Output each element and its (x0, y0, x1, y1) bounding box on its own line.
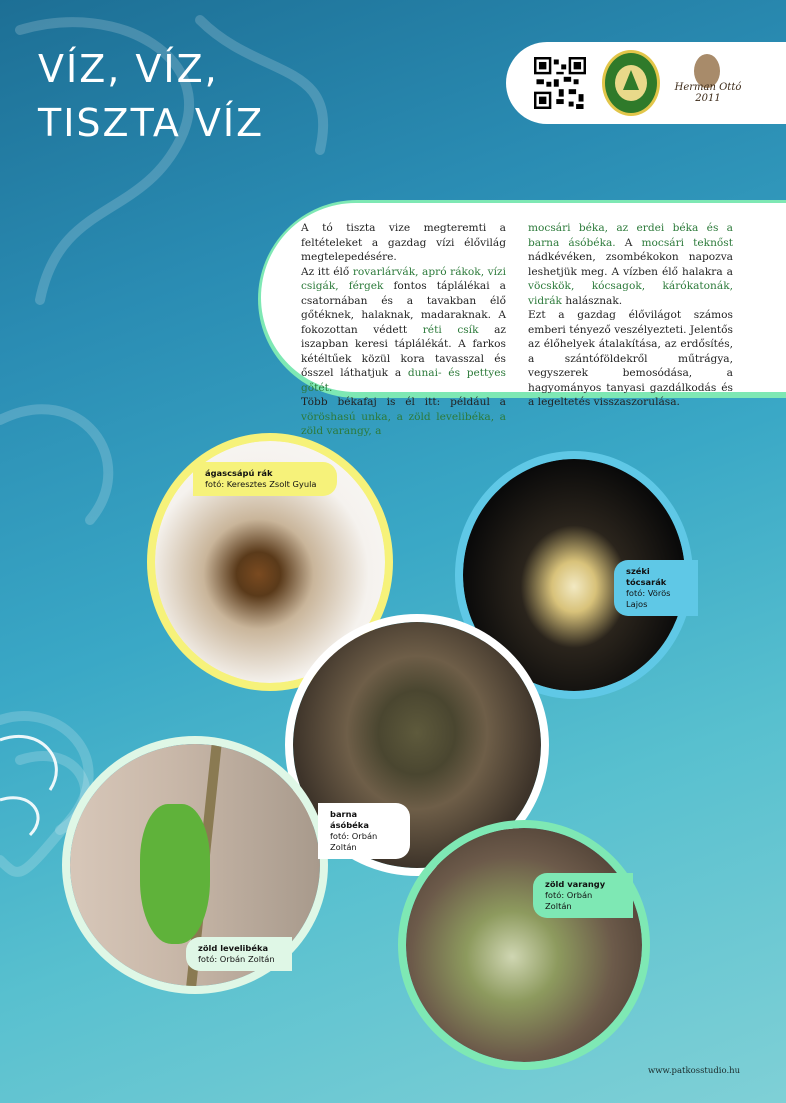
photo-zold-varangy (398, 820, 650, 1070)
paragraph-food: Az itt élő rovarlárvák, apró rákok, vízi csigák, férgek fontos táplálékai a csatornában és a tavakban élő gőtéknek, halaknak, madaraknak. A fokozottan védett réti csík az iszapban keresi táplálékát. A farkos kétéltűek közül kora tavasszal és ősszel láthatjuk a dunai- és pettyes gőtét. (301, 265, 506, 394)
title-line-1: VÍZ, VÍZ, (38, 47, 219, 91)
text-panel (258, 200, 786, 437)
caption-name: barna ásóbéka (330, 809, 369, 830)
herman-otto-logo (672, 52, 744, 114)
logo-bar (506, 42, 786, 124)
caption-barna-asobeka (318, 803, 410, 859)
caption-szeki-tocsarak (614, 560, 698, 616)
text-column-2 (528, 221, 733, 410)
caption-name: zöld levelibéka (198, 943, 269, 953)
national-park-logo (602, 50, 660, 116)
caption-name: zöld varangy (545, 879, 606, 889)
paragraph-frogs-cont: mocsári béka, az erdei béka és a barna ásóbéka. A mocsári teknőst nádkévéken, zsombékokon napozva leshetjük meg. A vízben élő halakra a vöcskök, kócsagok, kárókatonák, vidrák halásznak. (528, 222, 733, 307)
website-link[interactable]: www.patkosstudio.hu (648, 1066, 741, 1076)
page-title (38, 42, 264, 150)
paragraph-frogs: Több békafaj is él itt: például a vöröshasú unka, a zöld levelibéka, a zöld varangy, a (301, 396, 506, 437)
caption-credit: fotó: Orbán Zoltán (198, 954, 275, 964)
caption-credit: fotó: Keresztes Zsolt Gyula (205, 479, 317, 489)
qr-code-icon[interactable] (534, 57, 586, 109)
caption-credit: fotó: Orbán Zoltán (330, 831, 378, 852)
caption-zold-varangy (533, 873, 633, 918)
caption-name: széki tócsarák (626, 566, 667, 587)
paragraph-threats: Ezt a gazdag élővilágot számos emberi tényező veszélyezteti. Jelentős az élőhelyek átalakítása, az erdősítés, a szántóföldekről műtrágya, vegyszerek bemosódása, a hagyományos tanyasi gazdálkodás és a legeltetés visszaszorulása. (528, 309, 733, 408)
caption-agascsapu-rak (193, 462, 337, 496)
caption-name: ágascsápú rák (205, 468, 273, 478)
herman-otto-logo-text: Herman Ottó 2011 (674, 82, 742, 104)
caption-credit: fotó: Orbán Zoltán (545, 890, 593, 911)
text-column-1 (301, 221, 506, 439)
title-line-2: TISZTA VÍZ (38, 101, 265, 145)
caption-zold-levelibeka (186, 937, 292, 971)
text-panel-inner (261, 203, 786, 437)
tree-icon (623, 70, 639, 90)
caption-credit: fotó: Vörös Lajos (626, 588, 671, 609)
paragraph-intro: A tó tiszta vize megteremti a feltételeket a gazdag vízi élővilág megtelepedésére. (301, 222, 506, 263)
